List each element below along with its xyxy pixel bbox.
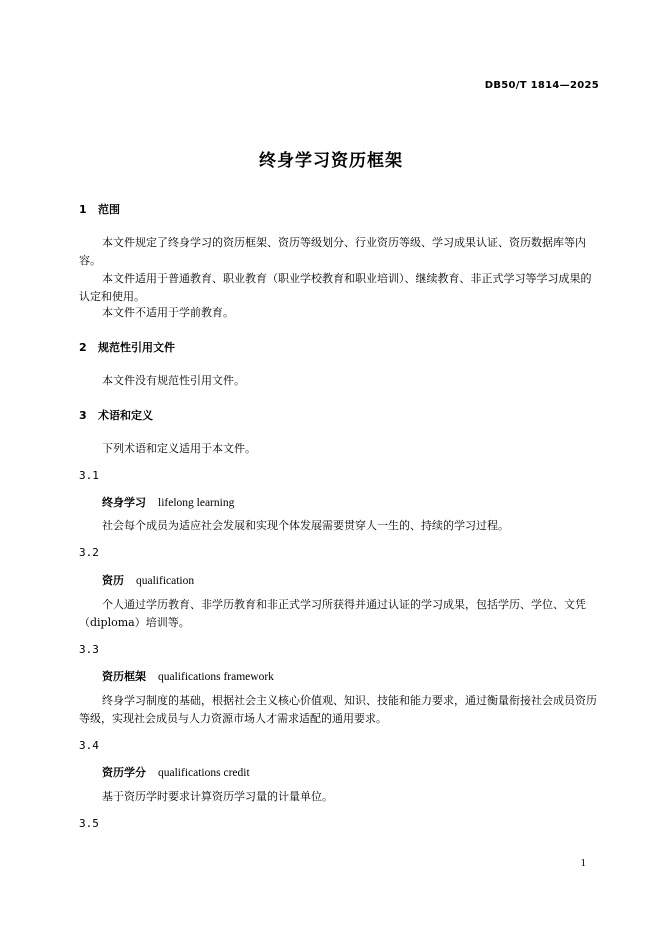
paragraph: 本文件没有规范性引用文件。 (102, 374, 245, 387)
term-number: 3.3 (79, 643, 99, 656)
term-en: lifelong learning (158, 497, 235, 509)
term-definition: 个人通过学历教育、非学历教育和非正式学习所获得并通过认证的学习成果，包括学历、学位、文凭（diploma）培训等。 (79, 598, 586, 629)
term-en: qualifications credit (158, 767, 250, 779)
term-definition: 终身学习制度的基础，根据社会主义核心价值观、知识、技能和能力要求，通过衡量衔接社会成员资历等级，实现社会成员与人力资源市场人才需求适配的通用要求。 (79, 694, 597, 725)
page-title: 终身学习资历框架 (259, 151, 403, 171)
term-zh: 资历框架 (102, 670, 146, 683)
document-id: DB50/T 1814—2025 (484, 80, 599, 91)
term-definition: 基于资历学时要求计算资历学习量的计量单位。 (102, 790, 333, 803)
section-heading-normative-references (79, 339, 175, 355)
term-definition: 社会每个成员为适应社会发展和实现个体发展需要贯穿人一生的、持续的学习过程。 (102, 519, 509, 532)
section-number: 1 (79, 203, 87, 216)
term-heading (102, 668, 274, 684)
term-heading (102, 764, 250, 780)
term-zh: 资历学分 (102, 766, 146, 779)
paragraph: 下列术语和定义适用于本文件。 (102, 442, 256, 455)
term-en: qualification (136, 575, 195, 587)
paragraph: 本文件规定了终身学习的资历框架、资历等级划分、行业资历等级、学习成果认证、资历数据库等内容。 (79, 236, 586, 267)
term-zh: 终身学习 (102, 496, 146, 509)
term-number: 3.4 (79, 739, 99, 752)
section-heading-scope (79, 201, 120, 217)
section-heading-terms-definitions (79, 407, 153, 423)
term-number: 3.1 (79, 469, 99, 482)
section-number: 2 (79, 341, 87, 354)
page-number: 1 (580, 857, 586, 869)
term-heading (102, 494, 234, 510)
term-number: 3.2 (79, 546, 99, 559)
section-title: 术语和定义 (98, 409, 153, 422)
section-title: 规范性引用文件 (98, 341, 175, 354)
paragraph: 本文件不适用于学前教育。 (102, 306, 234, 319)
term-zh: 资历 (102, 574, 124, 587)
section-number: 3 (79, 409, 87, 422)
paragraph: 本文件适用于普通教育、职业教育（职业学校教育和职业培训）、继续教育、非正式学习等学习成果的认定和使用。 (79, 272, 592, 303)
term-heading (102, 572, 194, 588)
term-en: qualifications framework (158, 671, 274, 683)
section-title: 范围 (98, 203, 120, 216)
term-number: 3.5 (79, 817, 99, 830)
